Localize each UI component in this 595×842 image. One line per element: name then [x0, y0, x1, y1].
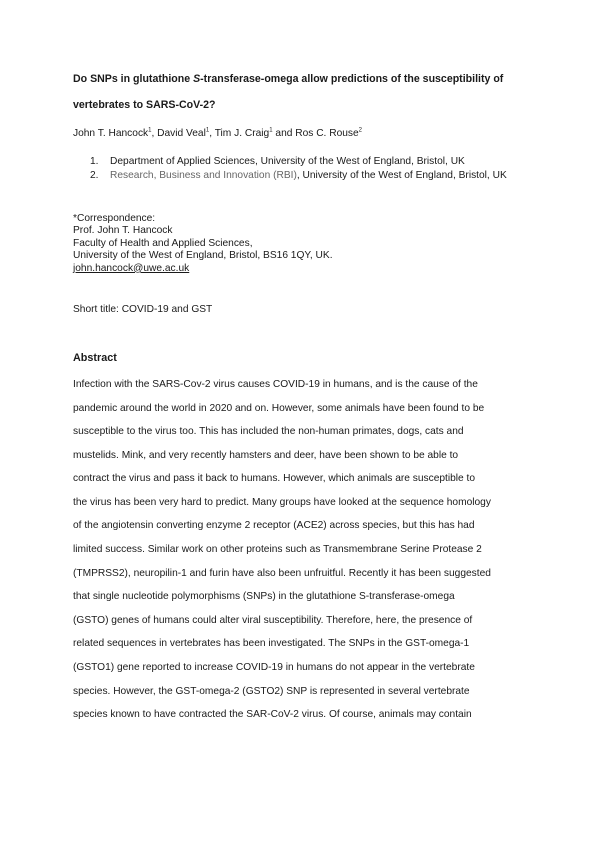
- correspondence-block: [73, 213, 333, 275]
- paper-title: [73, 66, 543, 118]
- author-separator: ,: [209, 128, 215, 139]
- affiliation-text-wrapper: [110, 169, 530, 183]
- abstract-line: (TMPRSS2), neuropilin-1 and furin have also been unfruitful. Recently it has been suggested: [73, 567, 491, 579]
- affiliation-item: [90, 169, 530, 183]
- abstract-line: susceptible to the virus too. This has included the non-human primates, dogs, cats and: [73, 426, 464, 438]
- author-list: [73, 128, 362, 139]
- abstract-line: mustelids. Mink, and very recently hamsters and deer, have been shown to be able to: [73, 449, 459, 461]
- affiliation-text: Department of Applied Sciences, University of the West of England, Bristol, UK: [110, 156, 465, 167]
- author-name: John T. Hancock: [73, 128, 149, 139]
- correspondence-label: *Correspondence:: [73, 213, 156, 224]
- author-affiliation-marker: 1: [148, 127, 152, 134]
- abstract-body: [73, 373, 533, 727]
- abstract-line: that single nucleotide polymorphisms (SNPs) in the glutathione S-transferase-omega: [73, 591, 455, 603]
- affiliation-number: 2.: [90, 169, 99, 181]
- abstract-line: Infection with the SARS-Cov-2 virus causes COVID-19 in humans, and is the cause of the: [73, 379, 478, 390]
- abstract-line: related sequences in vertebrates has been investigated. The SNPs in the GST-omega-1: [73, 638, 470, 650]
- abstract-line: the virus has been very hard to predict. Many groups have looked at the sequence homology: [73, 496, 491, 508]
- abstract-line: (GSTO1) gene reported to increase COVID-19 in humans do not appear in the vertebrate: [73, 661, 475, 673]
- abstract-line: contract the virus and pass it back to humans. However, which animals are susceptible to: [73, 473, 476, 485]
- correspondence-address: University of the West of England, Bristol, BS16 1QY, UK.: [73, 250, 333, 262]
- abstract-line: species known to have contracted the SAR-CoV-2 virus. Of course, animals may contain: [73, 709, 472, 721]
- title-line-1: [73, 66, 543, 92]
- correspondence-name: Prof. John T. Hancock: [73, 225, 173, 237]
- affiliation-list: [90, 155, 530, 182]
- author-name: Tim J. Craig: [214, 128, 270, 139]
- affiliation-text: , University of the West of England, Bristol, UK: [296, 169, 507, 181]
- abstract-line: of the angiotensin converting enzyme 2 receptor (ACE2) across species, but this has had: [73, 520, 475, 532]
- abstract-line: (GSTO) genes of humans could alter viral susceptibility. Therefore, here, the presence of: [73, 614, 473, 626]
- title-italic-s: S: [193, 73, 201, 85]
- abstract-line: pandemic around the world in 2020 and on. However, some animals have been found to be: [73, 402, 485, 414]
- author-separator: ,: [151, 128, 158, 139]
- title-line-2: vertebrates to SARS-CoV-2?: [73, 99, 216, 111]
- correspondence-faculty: Faculty of Health and Applied Sciences,: [73, 237, 253, 249]
- author-affiliation-marker: 2: [358, 127, 363, 134]
- author-separator: and: [272, 128, 296, 139]
- correspondence-email-link[interactable]: john.hancock@uwe.ac.uk: [73, 262, 190, 274]
- abstract-line: limited success. Similar work on other proteins such as Transmembrane Serine Protease 2: [73, 544, 482, 556]
- author-name: Ros C. Rouse: [295, 128, 359, 139]
- title-part-b: -transferase-omega allow predictions of the susceptibility of: [200, 73, 504, 85]
- affiliation-item: [90, 155, 530, 169]
- title-part-a: Do SNPs in glutathione: [73, 73, 194, 85]
- author-affiliation-marker: 1: [205, 127, 210, 134]
- author-name: David Veal: [157, 128, 206, 139]
- affiliation-department-highlight: Research, Business and Innovation (RBI): [110, 169, 297, 181]
- affiliation-number: 1.: [90, 156, 99, 167]
- abstract-heading: Abstract: [73, 352, 117, 364]
- abstract-line: species. However, the GST-omega-2 (GSTO2) SNP is represented in several vertebrate: [73, 685, 470, 697]
- author-affiliation-marker: 1: [269, 127, 273, 134]
- short-title: Short title: COVID-19 and GST: [73, 304, 213, 315]
